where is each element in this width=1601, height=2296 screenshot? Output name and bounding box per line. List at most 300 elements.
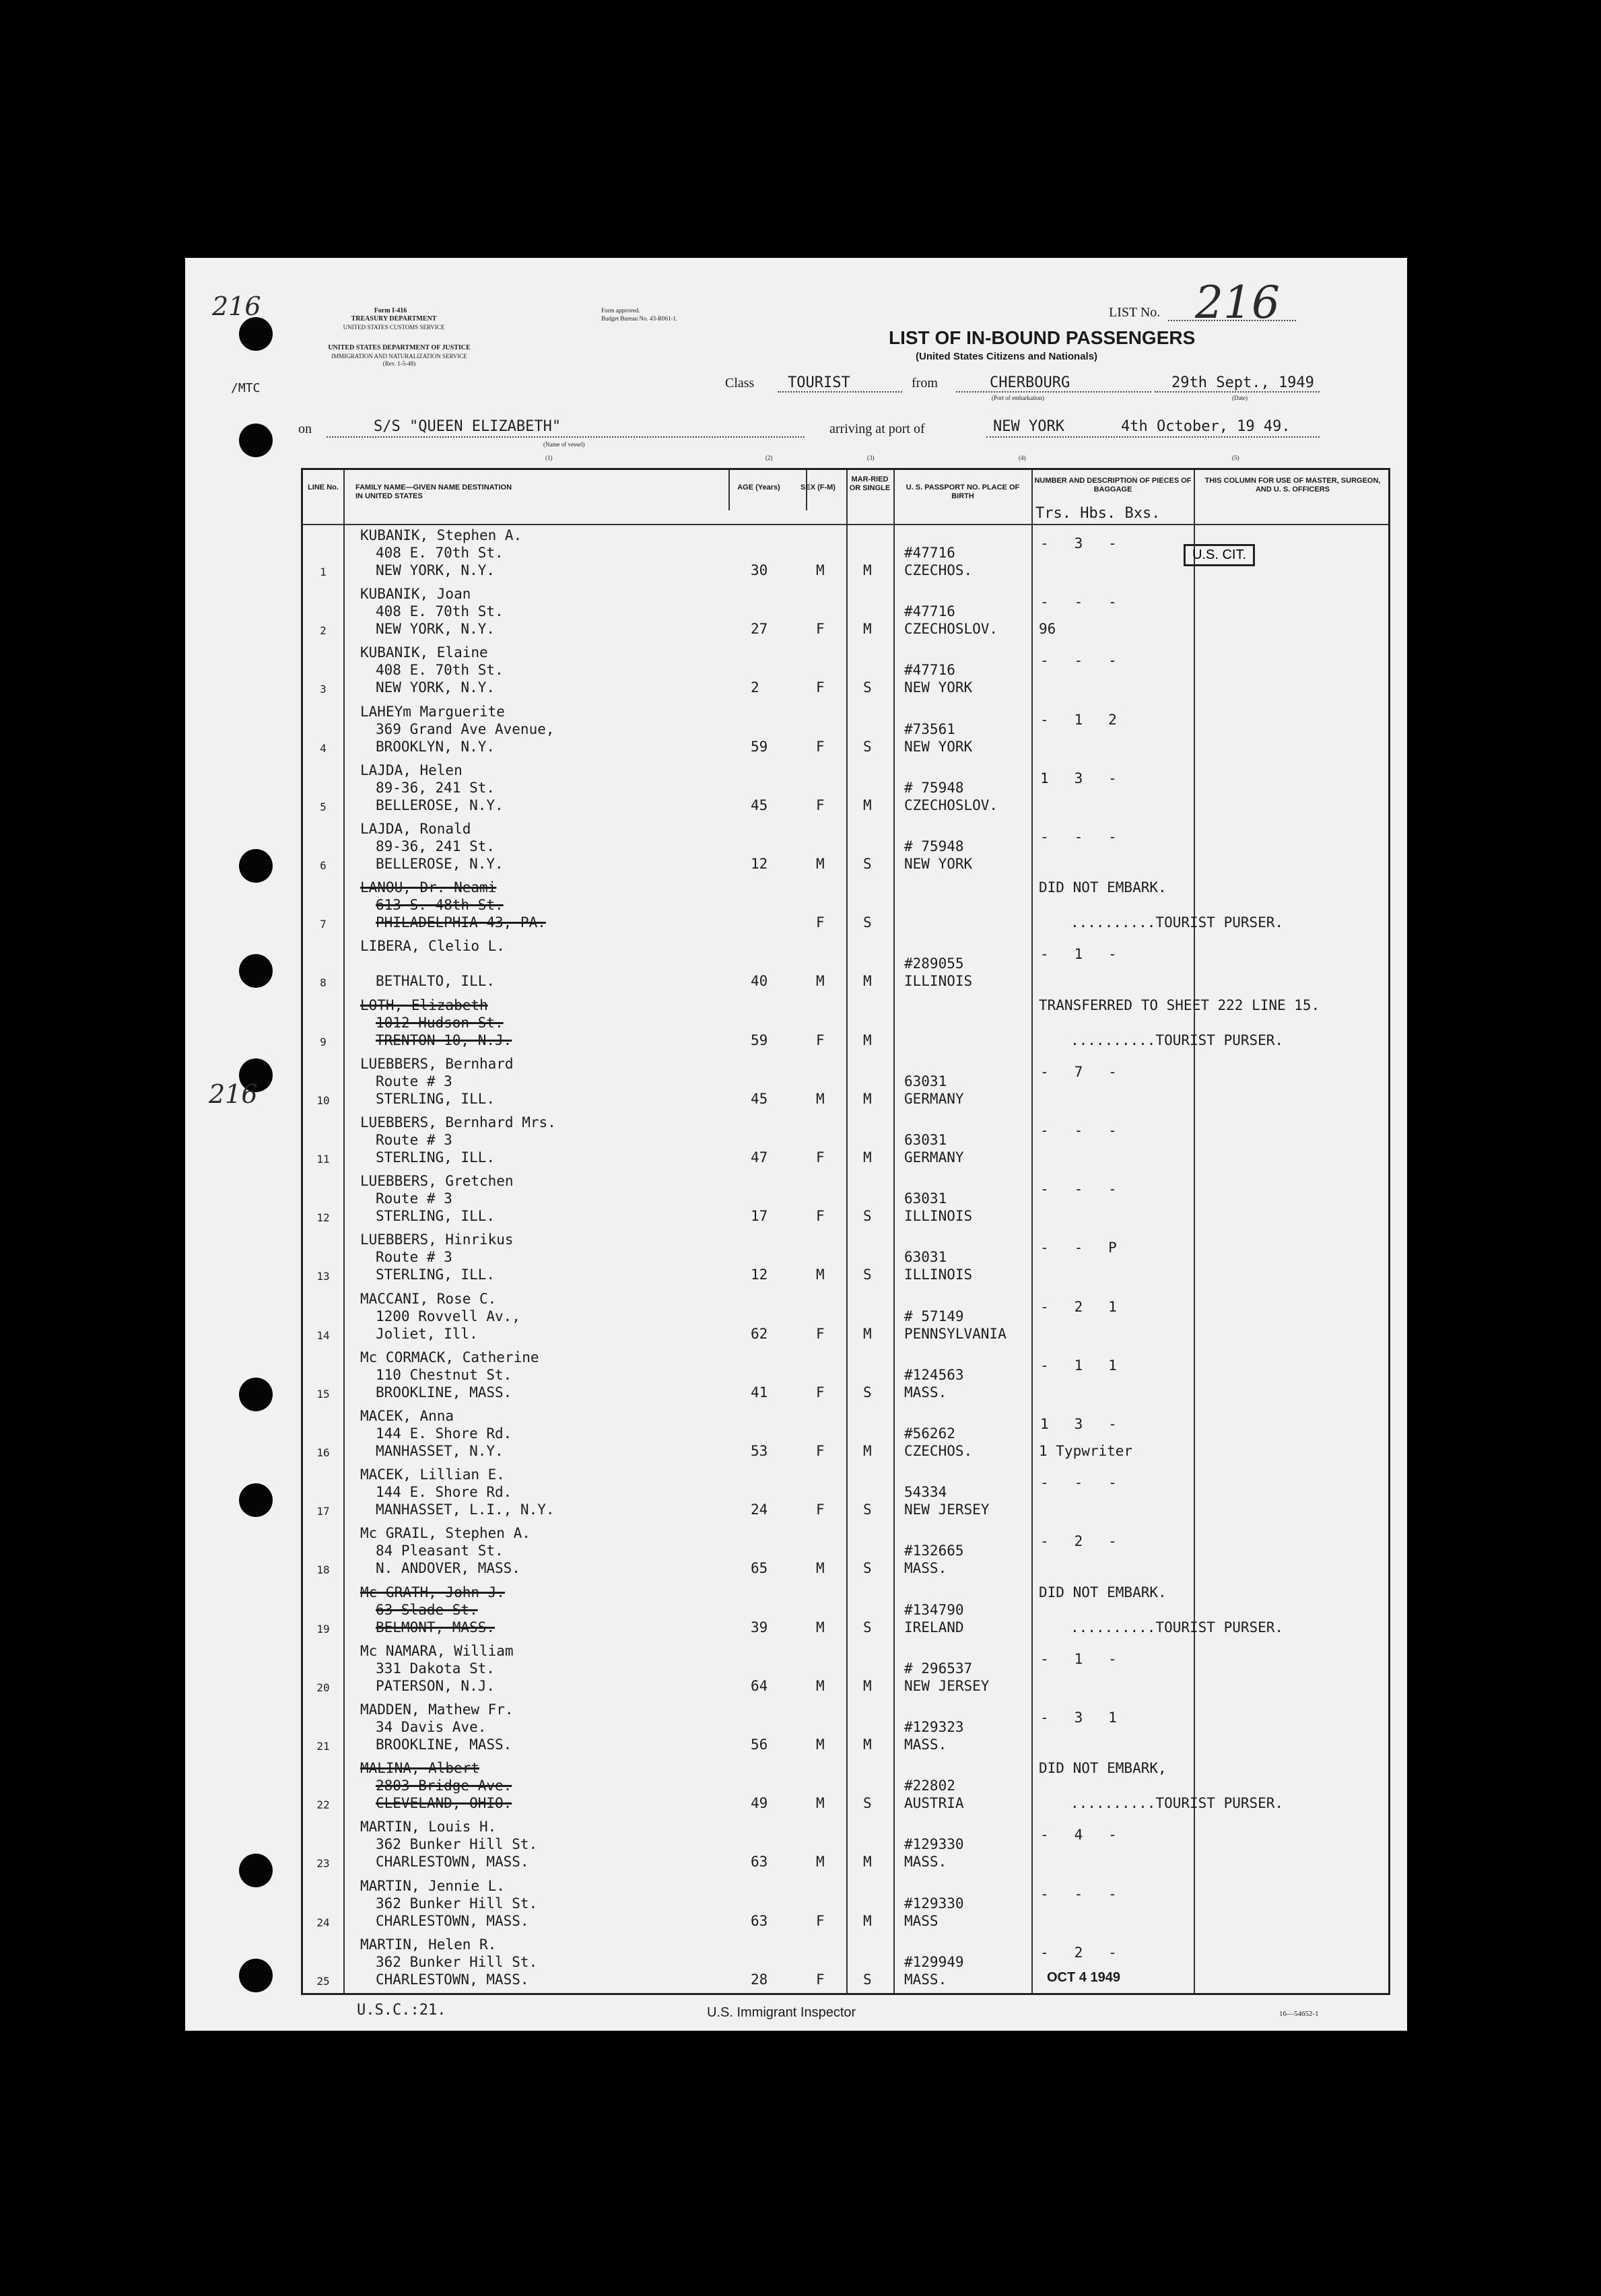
marital-status: S (863, 1619, 872, 1635)
marital-status: M (863, 1736, 872, 1753)
passenger-city: PATERSON, N.J. (376, 1677, 496, 1694)
passport-number: #129330 (904, 1895, 964, 1912)
passenger-age: 63 (751, 1912, 768, 1929)
passenger-sex: M (816, 1854, 825, 1870)
status-note: DID NOT EMBARK, (1039, 1760, 1167, 1777)
marital-status: M (863, 797, 872, 813)
passenger-street: Route # 3 (376, 1132, 452, 1148)
passenger-name: LUEBBERS, Gretchen (360, 1173, 514, 1190)
place-of-birth: MASS (904, 1912, 939, 1929)
passport-number: 54334 (904, 1484, 947, 1501)
arriving-label: arriving at port of (829, 421, 925, 436)
passenger-street: 89-36, 241 St. (376, 838, 496, 854)
line-number: 10 (316, 1093, 330, 1107)
place-of-birth: NEW YORK (904, 679, 973, 696)
line-number: 5 (320, 800, 327, 813)
baggage-subheader: Trs. Hbs. Bxs. (1035, 505, 1161, 522)
marital-status: S (863, 679, 872, 696)
date-value: 29th Sept., 1949 (1171, 374, 1314, 391)
status-note: DID NOT EMBARK. (1039, 879, 1167, 896)
passenger-name: LUEBBERS, Hinrikus (360, 1231, 514, 1248)
passenger-street: Route # 3 (376, 1249, 452, 1266)
passenger-age: 17 (751, 1208, 768, 1225)
line-number: 1 (320, 566, 327, 578)
passenger-sex: F (816, 738, 825, 755)
passenger-age: 28 (751, 1971, 768, 1988)
baggage-count: - 3 1 (1040, 1710, 1117, 1726)
passenger-street: 362 Bunker Hill St. (376, 1953, 538, 1970)
form-revision: (Rev. 1-5-48) (382, 360, 416, 367)
passport-number: 63031 (904, 1073, 947, 1089)
passenger-name: Mc CORMACK, Catherine (360, 1349, 539, 1365)
place-of-birth: CZECHOS. (904, 562, 973, 578)
marital-status: M (863, 562, 872, 578)
status-note: DID NOT EMBARK. (1039, 1584, 1167, 1600)
line-number: 19 (316, 1622, 330, 1635)
passenger-name: KUBANIK, Stephen A. (360, 527, 522, 543)
page-subtitle: (United States Citizens and Nationals) (916, 351, 1098, 362)
passenger-street: 89-36, 241 St. (376, 779, 496, 796)
from-value: CHERBOURG (990, 374, 1070, 391)
passport-number: #129330 (904, 1836, 964, 1853)
place-of-birth: ILLINOIS (904, 973, 973, 990)
line-number: 7 (320, 918, 327, 931)
marital-status: S (863, 1560, 872, 1577)
passenger-sex: F (816, 797, 825, 813)
passenger-street: 84 Pleasant St. (376, 1543, 504, 1559)
baggage-count: - - - (1040, 594, 1117, 611)
passenger-street: 144 E. Shore Rd. (376, 1484, 512, 1501)
passenger-age: 64 (751, 1677, 768, 1694)
class-label: Class (725, 376, 755, 391)
punch-hole (239, 1483, 273, 1517)
date-caption: (Date) (1232, 395, 1248, 401)
passenger-rows (303, 525, 1388, 1993)
passenger-sex: F (816, 1149, 825, 1166)
passenger-street: 144 E. Shore Rd. (376, 1425, 512, 1442)
passenger-city: NEW YORK, N.Y. (376, 562, 496, 578)
place-of-birth: CZECHOSLOV. (904, 797, 998, 813)
passenger-age: 62 (751, 1325, 768, 1342)
passenger-sex: F (816, 1325, 825, 1342)
passenger-name: LAJDA, Ronald (360, 821, 471, 837)
line-number: 2 (320, 624, 327, 638)
passport-number: #47716 (904, 545, 955, 561)
baggage-count: - - P (1040, 1240, 1117, 1256)
form-number: Form I-416 (374, 307, 407, 314)
baggage-count: - - - (1040, 1885, 1117, 1902)
line-number: 20 (316, 1681, 330, 1694)
place-of-birth: NEW JERSEY (904, 1501, 990, 1518)
passenger-name: LAHEYm Marguerite (360, 703, 505, 720)
passport-number: #47716 (904, 662, 955, 679)
baggage-count: - 2 1 (1040, 1298, 1117, 1315)
passenger-age: 2 (751, 679, 759, 696)
place-of-birth: CZECHOS. (904, 1443, 973, 1459)
table-row (303, 702, 1388, 760)
table-row (303, 819, 1388, 877)
arriving-port: NEW YORK (993, 418, 1064, 435)
table-row (303, 1347, 1388, 1406)
place-of-birth: GERMANY (904, 1090, 964, 1107)
passport-number: #132665 (904, 1543, 964, 1559)
place-of-birth: ILLINOIS (904, 1267, 973, 1283)
purser-note: ..........TOURIST PURSER. (1070, 1795, 1284, 1812)
passenger-name: MARTIN, Jennie L. (360, 1877, 505, 1894)
passenger-street: 362 Bunker Hill St. (376, 1895, 538, 1912)
passenger-street: 408 E. 70th St. (376, 662, 504, 679)
passenger-age: 24 (751, 1501, 768, 1518)
passenger-street: 408 E. 70th St. (376, 603, 504, 620)
passenger-street: 110 Chestnut St. (376, 1366, 512, 1383)
passenger-city: CHARLESTOWN, MASS. (376, 1854, 529, 1870)
passenger-age: 63 (751, 1854, 768, 1870)
place-of-birth: MASS. (904, 1971, 947, 1988)
table-row (303, 1641, 1388, 1699)
line-number: 6 (320, 859, 327, 872)
passenger-age: 59 (751, 738, 768, 755)
passenger-sex: F (816, 1032, 825, 1048)
col-header-name: FAMILY NAME—GIVEN NAME DESTINATION IN UNITED STATES (355, 483, 512, 500)
passenger-age: 12 (751, 1267, 768, 1283)
passenger-name: MACEK, Anna (360, 1408, 454, 1424)
passenger-name: MADDEN, Mathew Fr. (360, 1701, 514, 1718)
passenger-sex: M (816, 856, 825, 872)
table-row (303, 1054, 1388, 1112)
passport-number: 63031 (904, 1132, 947, 1148)
passenger-street: 2803 Bridge Ave. (376, 1778, 512, 1794)
table-row (303, 936, 1388, 994)
passenger-name: MARTIN, Louis H. (360, 1819, 497, 1835)
place-of-birth: IRELAND (904, 1619, 964, 1635)
table-row (303, 1289, 1388, 1347)
place-of-birth: MASS. (904, 1854, 947, 1870)
place-of-birth: NEW YORK (904, 856, 973, 872)
passport-number: 63031 (904, 1190, 947, 1207)
passenger-name: LANOU, Dr. Neami (360, 879, 497, 896)
passenger-street: 613 S. 48th St. (376, 897, 504, 914)
passenger-city: STERLING, ILL. (376, 1267, 496, 1283)
baggage-count: - 2 - (1040, 1533, 1117, 1550)
passenger-age: 12 (751, 856, 768, 872)
passenger-age: 49 (751, 1795, 768, 1812)
table-row (303, 1171, 1388, 1229)
col-num-5: (5) (1232, 454, 1239, 461)
passenger-name: LOTH, Elizabeth (360, 997, 488, 1013)
place-of-birth: GERMANY (904, 1149, 964, 1166)
manifest-sheet (185, 258, 1407, 2031)
line-number: 17 (316, 1505, 330, 1518)
form-approved: Form approved. (601, 307, 640, 314)
passenger-name: LUEBBERS, Bernhard (360, 1055, 514, 1072)
place-of-birth: MASS. (904, 1560, 947, 1577)
passenger-sex: F (816, 1443, 825, 1459)
passport-number: #73561 (904, 720, 955, 737)
passenger-sex: M (816, 1090, 825, 1107)
table-row (303, 1582, 1388, 1641)
table-row (303, 1817, 1388, 1875)
passenger-city: NEW YORK, N.Y. (376, 621, 496, 638)
passenger-sex: F (816, 1501, 825, 1518)
passenger-street: 408 E. 70th St. (376, 545, 504, 561)
col-num-2: (2) (765, 454, 773, 461)
passenger-city: STERLING, ILL. (376, 1208, 496, 1225)
table-row (303, 1464, 1388, 1523)
col-num-1: (1) (545, 454, 553, 461)
col-header-baggage: NUMBER AND DESCRIPTION OF PIECES OF BAGGAGE (1034, 477, 1192, 494)
passenger-street: Route # 3 (376, 1073, 452, 1089)
passenger-sex: F (816, 1208, 825, 1225)
table-row (303, 1523, 1388, 1582)
passenger-age: 47 (751, 1149, 768, 1166)
table-row (303, 1699, 1388, 1758)
baggage-count: - - - (1040, 829, 1117, 845)
margin-note-mid: 216 (209, 1079, 258, 1109)
passenger-sex: M (816, 973, 825, 990)
page-title: LIST OF IN-BOUND PASSENGERS (889, 327, 1196, 348)
passport-number: # 296537 (904, 1660, 973, 1677)
passenger-name: LAJDA, Helen (360, 762, 463, 778)
passenger-age: 56 (751, 1736, 768, 1753)
passenger-city: CHARLESTOWN, MASS. (376, 1912, 529, 1929)
col-header-line: LINE No. (308, 483, 339, 492)
place-of-birth: MASS. (904, 1736, 947, 1753)
passenger-street: 34 Davis Ave. (376, 1719, 487, 1735)
passenger-name: LIBERA, Clelio L. (360, 938, 505, 955)
place-of-birth: PENNSYLVANIA (904, 1325, 1007, 1342)
passenger-city: BETHALTO, ILL. (376, 973, 496, 990)
passenger-name: LUEBBERS, Bernhard Mrs. (360, 1114, 556, 1130)
oct-stamp: OCT 4 1949 (1047, 1970, 1120, 1985)
inspector-caption: U.S. Immigrant Inspector (707, 2005, 856, 2020)
passport-number: #124563 (904, 1366, 964, 1383)
punch-hole (239, 1378, 273, 1411)
passenger-street: 369 Grand Ave Avenue, (376, 720, 555, 737)
passport-number: #47716 (904, 603, 955, 620)
passenger-name: MACEK, Lillian E. (360, 1466, 505, 1483)
table-row (303, 1112, 1388, 1171)
passenger-name: Mc GRAIL, Stephen A. (360, 1525, 531, 1542)
passenger-sex: F (816, 621, 825, 638)
col-header-sex: SEX (F-M) (800, 483, 836, 492)
passenger-city: N. ANDOVER, MASS. (376, 1560, 520, 1577)
place-of-birth: MASS. (904, 1384, 947, 1400)
port-caption: (Port of embarkation) (992, 395, 1044, 401)
col-header-married: MAR-RIED OR SINGLE (849, 475, 891, 492)
marital-status: S (863, 1384, 872, 1400)
passenger-street: 1200 Rovvell Av., (376, 1308, 520, 1324)
passenger-city: PHILADELPHIA 43, PA. (376, 914, 546, 931)
col-num-3: (3) (867, 454, 875, 461)
col-header-passport: U. S. PASSPORT NO. PLACE OF BIRTH (906, 483, 1020, 500)
passenger-sex: F (816, 914, 825, 931)
place-of-birth: NEW YORK (904, 738, 973, 755)
status-note: TRANSFERRED TO SHEET 222 LINE 15. (1039, 997, 1320, 1013)
passenger-city: MANHASSET, N.Y. (376, 1443, 504, 1459)
line-number: 21 (316, 1740, 330, 1753)
table-row (303, 877, 1388, 936)
place-of-birth: CZECHOSLOV. (904, 621, 998, 638)
officer-note: 96 (1039, 621, 1056, 638)
passenger-sex: M (816, 562, 825, 578)
passport-number: #129949 (904, 1953, 964, 1970)
line-number: 9 (320, 1035, 327, 1048)
passenger-name: Mc NAMARA, William (360, 1642, 514, 1659)
passenger-sex: F (816, 1971, 825, 1988)
passenger-street: 1012 Hudson St. (376, 1014, 504, 1031)
table-row (303, 642, 1388, 701)
marital-status: S (863, 1267, 872, 1283)
line-number: 15 (316, 1387, 330, 1400)
passport-number: # 75948 (904, 838, 964, 854)
passenger-age: 41 (751, 1384, 768, 1400)
marital-status: M (863, 1325, 872, 1342)
marital-status: S (863, 1795, 872, 1812)
arriving-date: 4th October, 19 49. (1121, 418, 1291, 435)
list-no-label: LIST No. (1109, 305, 1161, 320)
baggage-count: - 1 2 (1040, 711, 1117, 728)
list-no-value: 216 (1195, 277, 1280, 329)
passenger-age: 39 (751, 1619, 768, 1635)
purser-note: ..........TOURIST PURSER. (1070, 914, 1284, 931)
line-number: 3 (320, 683, 327, 696)
line-number: 25 (316, 1974, 330, 1988)
us-citizen-stamp: U.S. CIT. (1184, 544, 1255, 566)
marital-status: M (863, 1090, 872, 1107)
line-number: 12 (316, 1211, 330, 1225)
passenger-sex: F (816, 679, 825, 696)
passenger-street: 362 Bunker Hill St. (376, 1836, 538, 1853)
marital-status: S (863, 738, 872, 755)
passenger-city: BROOKLINE, MASS. (376, 1736, 512, 1753)
marital-status: S (863, 1971, 872, 1988)
baggage-count: 1 3 - (1040, 1416, 1117, 1432)
place-of-birth: AUSTRIA (904, 1795, 964, 1812)
passenger-city: BELLEROSE, N.Y. (376, 797, 504, 813)
table-row (303, 995, 1388, 1054)
col-num-4: (4) (1019, 454, 1026, 461)
passenger-city: STERLING, ILL. (376, 1090, 496, 1107)
from-label: from (912, 376, 938, 391)
treasury-dept: TREASURY DEPARTMENT (351, 315, 437, 323)
baggage-count: - 1 1 (1040, 1357, 1117, 1374)
place-of-birth: NEW JERSEY (904, 1677, 990, 1694)
passenger-street: 331 Dakota St. (376, 1660, 496, 1677)
class-value: TOURIST (788, 374, 850, 391)
table-row (303, 1876, 1388, 1934)
passenger-age: 45 (751, 1090, 768, 1107)
col-header-officers: THIS COLUMN FOR USE OF MASTER, SURGEON, AND U. S. OFFICERS (1204, 477, 1381, 494)
table-row (303, 1934, 1388, 1993)
baggage-count: - - - (1040, 652, 1117, 669)
marital-status: M (863, 1677, 872, 1694)
baggage-count: - - - (1040, 1475, 1117, 1491)
justice-dept: UNITED STATES DEPARTMENT OF JUSTICE (328, 344, 471, 351)
line-number: 23 (316, 1857, 330, 1870)
passenger-city: Joliet, Ill. (376, 1325, 478, 1342)
passenger-name: MARTIN, Helen R. (360, 1936, 497, 1953)
passenger-age: 30 (751, 562, 768, 578)
passenger-city: BROOKLINE, MASS. (376, 1384, 512, 1400)
line-number: 18 (316, 1563, 330, 1577)
table-row (303, 1758, 1388, 1817)
purser-note: ..........TOURIST PURSER. (1070, 1032, 1284, 1048)
baggage-count: - 4 - (1040, 1827, 1117, 1844)
marital-status: S (863, 1501, 872, 1518)
passenger-age: 59 (751, 1032, 768, 1048)
line-number: 22 (316, 1798, 330, 1812)
passenger-city: BELMONT, MASS. (376, 1619, 496, 1635)
usc-count: U.S.C.:21. (357, 2002, 446, 2019)
passenger-name: KUBANIK, Elaine (360, 644, 488, 661)
passenger-city: TRENTON 10, N.J. (376, 1032, 512, 1048)
marital-status: M (863, 1443, 872, 1459)
passenger-sex: M (816, 1736, 825, 1753)
passenger-city: NEW YORK, N.Y. (376, 679, 496, 696)
passport-number: 63031 (904, 1249, 947, 1266)
marital-status: M (863, 1032, 872, 1048)
baggage-count: - 2 - (1040, 1944, 1117, 1961)
passenger-age: 53 (751, 1443, 768, 1459)
punch-hole (239, 954, 273, 988)
margin-note-top: 216 (212, 292, 261, 321)
marital-status: S (863, 914, 872, 931)
passenger-age: 45 (751, 797, 768, 813)
passport-number: #134790 (904, 1601, 964, 1618)
marital-status: S (863, 1208, 872, 1225)
table-row (303, 760, 1388, 819)
passenger-age: 65 (751, 1560, 768, 1577)
passenger-age: 40 (751, 973, 768, 990)
punch-hole (239, 424, 273, 457)
table-row (303, 1406, 1388, 1464)
line-number: 16 (316, 1446, 330, 1459)
table-row (303, 584, 1388, 642)
marital-status: M (863, 1912, 872, 1929)
passport-number: #56262 (904, 1425, 955, 1442)
passenger-sex: M (816, 1267, 825, 1283)
punch-hole (239, 1854, 273, 1887)
baggage-count: - - - (1040, 1122, 1117, 1139)
passenger-sex: F (816, 1912, 825, 1929)
passenger-name: KUBANIK, Joan (360, 586, 471, 603)
passenger-sex: M (816, 1560, 825, 1577)
passenger-sex: F (816, 1384, 825, 1400)
purser-note: ..........TOURIST PURSER. (1070, 1619, 1284, 1635)
baggage-count: - 1 - (1040, 1650, 1117, 1667)
marital-status: M (863, 973, 872, 990)
vessel-caption: (Name of vessel) (543, 441, 585, 448)
line-number: 13 (316, 1270, 330, 1283)
passport-number: # 57149 (904, 1308, 964, 1324)
marital-status: M (863, 1854, 872, 1870)
line-number: 14 (316, 1328, 330, 1342)
table-row (303, 1229, 1388, 1288)
passenger-city: BELLEROSE, N.Y. (376, 856, 504, 872)
passenger-city: CLEVELAND, OHIO. (376, 1795, 512, 1812)
line-number: 11 (316, 1153, 330, 1166)
passenger-name: MACCANI, Rose C. (360, 1290, 497, 1307)
ins-service: IMMIGRATION AND NATURALIZATION SERVICE (331, 353, 467, 360)
passport-number: #22802 (904, 1778, 955, 1794)
line-number: 8 (320, 976, 327, 990)
punch-hole (239, 317, 273, 351)
on-label: on (298, 421, 312, 436)
passport-number: #129323 (904, 1719, 964, 1735)
baggage-count: - 1 - (1040, 946, 1117, 963)
passenger-sex: M (816, 1795, 825, 1812)
passenger-city: CHARLESTOWN, MASS. (376, 1971, 529, 1988)
